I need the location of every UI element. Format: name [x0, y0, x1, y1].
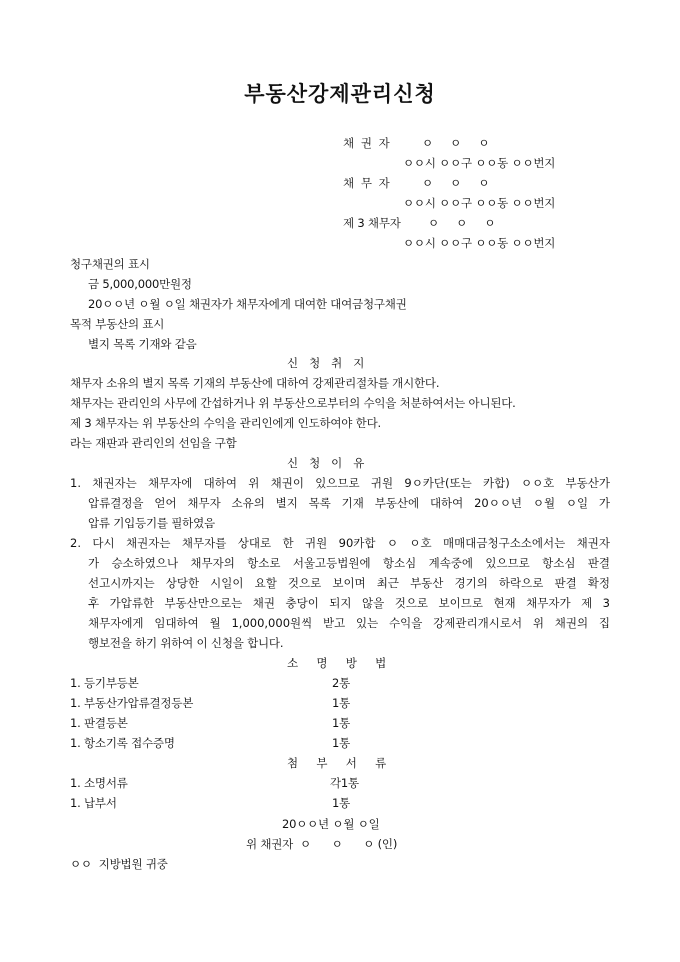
- creditor-name: ㅇ ㅇ ㅇ: [422, 136, 490, 150]
- reasons-heading: 신 청 이 유: [287, 456, 365, 470]
- purpose-line: 채무자 소유의 별지 목록 기재의 부동산에 대하여 강제관리절차를 개시한다.: [70, 376, 440, 390]
- purpose-line: 제 3 채무자는 위 부동산의 수익을 관리인에게 인도하여야 한다.: [70, 416, 381, 430]
- purpose-line: 라는 재판과 관리인의 선임을 구함: [70, 436, 237, 450]
- reason-2-line: 2. 다시 채권자는 채무자를 상대로 한 귀원 90카합 ㅇ ㅇ호 매매대금청구소소에서는 채권자: [70, 536, 610, 550]
- purpose-line: 채무자는 관리인의 사무에 간섭하거나 위 부동산으로부터의 수익을 처분하여서는 아니된다.: [70, 396, 516, 410]
- attachment-item-qty: 1통: [332, 796, 351, 810]
- evidence-item-qty: 1통: [332, 716, 351, 730]
- filing-date: 20ㅇㅇ년 ㅇ월 ㅇ일: [282, 817, 380, 831]
- document-title: 부동산강제관리신청: [244, 81, 436, 106]
- purpose-heading: 신 청 취 지: [287, 356, 365, 370]
- attachment-item-qty: 각1통: [330, 776, 359, 790]
- reason-1-line: 1. 채권자는 채무자에 대하여 위 채권이 있으므로 귀원 9ㅇ카단(또는 카합) ㅇㅇ호 부동산가: [70, 476, 610, 490]
- court-addressee: ㅇㅇ 지방법원 귀중: [70, 857, 168, 871]
- attachment-item-name: 1. 소명서류: [70, 776, 128, 790]
- evidence-item-qty: 1통: [332, 696, 351, 710]
- reason-1-line: 압류 기입등기를 필하였음: [88, 516, 215, 530]
- third-debtor-name: ㅇ ㅇ ㅇ: [428, 216, 496, 230]
- reason-2-line: 선고시까지는 상당한 시일이 요할 것으로 보이며 최근 부동산 경기의 하락으로 판결 확정: [88, 576, 610, 590]
- evidence-item-name: 1. 판결등본: [70, 716, 128, 730]
- target-heading: 목적 부동산의 표시: [70, 317, 165, 331]
- evidence-item-name: 1. 항소기록 접수증명: [70, 736, 175, 750]
- target-description: 별지 목록 기재와 같음: [88, 337, 197, 351]
- creditor-address: ㅇㅇ시 ㅇㅇ구 ㅇㅇ동 ㅇㅇ번지: [403, 156, 556, 170]
- evidence-item-qty: 1통: [332, 736, 351, 750]
- claim-heading: 청구채권의 표시: [70, 257, 150, 271]
- signer-line: 위 채권자 ㅇ ㅇ ㅇ (인): [246, 837, 398, 851]
- creditor-label: 채 권 자: [343, 136, 390, 150]
- reason-2-line: 후 가압류한 부동산만으로는 채권 충당이 되지 않을 것으로 보이므로 현재 채무자가 제 3: [88, 596, 610, 610]
- reason-1-line: 압류결정을 얻어 채무자 소유의 별지 목록 기재 부동산에 대하여 20ㅇㅇ년 ㅇ월 ㅇ일 가: [88, 496, 610, 510]
- attachment-item-name: 1. 납부서: [70, 796, 117, 810]
- debtor-address: ㅇㅇ시 ㅇㅇ구 ㅇㅇ동 ㅇㅇ번지: [403, 196, 556, 210]
- reason-2-line: 가 승소하였으나 채무자의 항소로 서울고등법원에 항소심 계속중에 있으므로 항소심 판결: [88, 556, 610, 570]
- third-debtor-address: ㅇㅇ시 ㅇㅇ구 ㅇㅇ동 ㅇㅇ번지: [403, 236, 556, 250]
- third-debtor-label: 제 3 채무자: [343, 216, 401, 230]
- evidence-heading: 소 명 방 법: [287, 656, 387, 670]
- reason-2-line: 행보전을 하기 위하여 이 신청을 합니다.: [88, 636, 284, 650]
- reason-2-line: 채무자에게 임대하여 월 1,000,000원씩 받고 있는 수익을 강제관리개시로서 위 채권의 집: [88, 616, 610, 630]
- claim-description: 20ㅇㅇ년 ㅇ월 ㅇ일 채권자가 채무자에게 대여한 대여금청구채권: [88, 297, 407, 311]
- evidence-item-qty: 2통: [332, 676, 351, 690]
- debtor-label: 채 무 자: [343, 176, 390, 190]
- evidence-item-name: 1. 부동산가압류결정등본: [70, 696, 194, 710]
- claim-amount: 금 5,000,000만원정: [88, 277, 192, 291]
- debtor-name: ㅇ ㅇ ㅇ: [422, 176, 490, 190]
- attachments-heading: 첨 부 서 류: [287, 756, 387, 770]
- evidence-item-name: 1. 등기부등본: [70, 676, 139, 690]
